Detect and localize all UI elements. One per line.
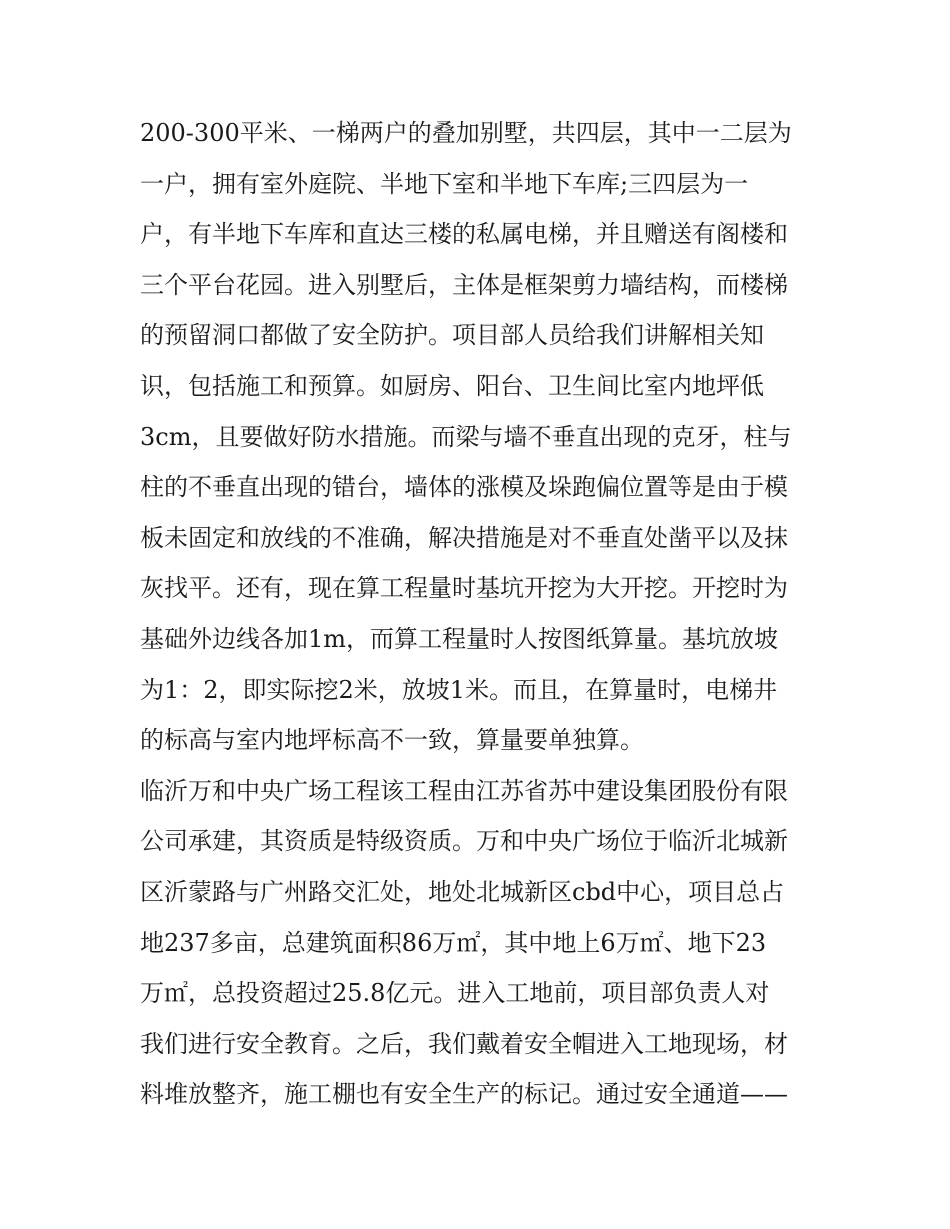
text-line: 地237多亩，总建筑面积86万㎡，其中地上6万㎡、地下23 xyxy=(140,928,767,957)
text-line: 板未固定和放线的不准确，解决措施是对不垂直处凿平以及抹 xyxy=(140,523,788,552)
text-line: 柱的不垂直出现的错台，墙体的涨模及垛跑偏位置等是由于模 xyxy=(140,473,788,502)
text-line: 户，有半地下车库和直达三楼的私属电梯，并且赠送有阁楼和 xyxy=(140,220,788,249)
text-line: 200-300平米、一梯两户的叠加别墅，共四层，其中一二层为 xyxy=(140,119,792,147)
text-line: 为1：2，即实际挖2米，放坡1米。而且，在算量时，电梯井 xyxy=(140,675,778,704)
body-text xyxy=(140,108,820,1120)
text-line: 基础外边线各加1m，而算工程量时人按图纸算量。基坑放坡 xyxy=(140,624,779,653)
text-line: 公司承建，其资质是特级资质。万和中央广场位于临沂北城新 xyxy=(140,827,788,856)
text-line: 料堆放整齐，施工棚也有安全生产的标记。通过安全通道—— xyxy=(140,1080,788,1109)
text-line: 万㎡，总投资超过25.8亿元。进入工地前，项目部负责人对 xyxy=(140,979,770,1008)
text-line: 临沂万和中央广场工程该工程由江苏省苏中建设集团股份有限 xyxy=(140,776,788,805)
text-line: 我们进行安全教育。之后，我们戴着安全帽进入工地现场，材 xyxy=(140,1029,788,1058)
text-line: 的预留洞口都做了安全防护。项目部人员给我们讲解相关知 xyxy=(140,321,764,350)
text-line: 的标高与室内地坪标高不一致，算量要单独算。 xyxy=(140,726,644,755)
text-line: 三个平台花园。进入别墅后，主体是框架剪力墙结构，而楼梯 xyxy=(140,270,788,299)
text-line: 3cm，且要做好防水措施。而梁与墙不垂直出现的克牙，柱与 xyxy=(140,422,792,451)
text-line: 一户，拥有室外庭院、半地下室和半地下车库;三四层为一 xyxy=(140,169,749,198)
text-line: 灰找平。还有，现在算工程量时基坑开挖为大开挖。开挖时为 xyxy=(140,574,788,603)
text-line: 区沂蒙路与广州路交汇处，地处北城新区cbd中心，项目总占 xyxy=(140,877,785,906)
text-line: 识，包括施工和预算。如厨房、阳台、卫生间比室内地坪低 xyxy=(140,371,764,400)
